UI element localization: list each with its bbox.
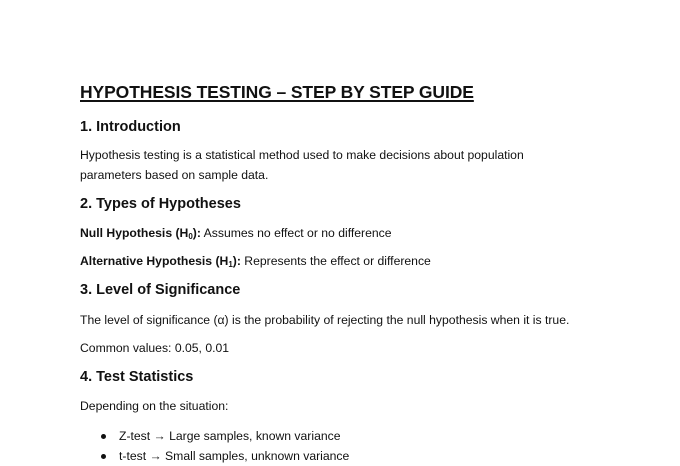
introduction-paragraph-line-2: parameters based on sample data. [80, 166, 268, 186]
common-values-text: Common values: 0.05, 0.01 [80, 339, 229, 359]
section-heading-introduction: 1. Introduction [80, 119, 181, 135]
introduction-paragraph-line-1: Hypothesis testing is a statistical method used to make decisions about population [80, 146, 524, 166]
alternative-hypothesis-text: Represents the effect or difference [241, 254, 431, 268]
section-heading-test-statistics: 4. Test Statistics [80, 369, 193, 385]
section-heading-level-of-significance: 3. Level of Significance [80, 282, 240, 298]
significance-paragraph: The level of significance (α) is the probability of rejecting the null hypothesis when it is true. [80, 311, 569, 331]
test-statistics-list [80, 427, 349, 466]
alternative-hypothesis-subscript: 1 [228, 260, 232, 269]
section-heading-types-of-hypotheses: 2. Types of Hypotheses [80, 196, 241, 212]
list-item-text: t-test → Small samples, unknown variance [119, 449, 349, 463]
null-hypothesis-label: Null Hypothesis $(H_0)$: [80, 226, 201, 240]
list-item [80, 447, 349, 466]
test-statistics-intro: Depending on the situation: [80, 397, 228, 417]
list-item-text: Z-test → Large samples, known variance [119, 429, 341, 443]
document-title: HYPOTHESIS TESTING – STEP BY STEP GUIDE [80, 82, 474, 103]
alternative-hypothesis-line [80, 252, 431, 272]
null-hypothesis-text: Assumes no effect or no difference [201, 226, 392, 240]
null-hypothesis-line [80, 224, 392, 244]
bullet-icon [101, 454, 106, 459]
bullet-icon [101, 434, 106, 439]
null-hypothesis-subscript: 0 [188, 232, 192, 241]
alternative-hypothesis-label: Alternative Hypothesis $(H_1)$: [80, 254, 241, 268]
list-item [80, 427, 349, 447]
